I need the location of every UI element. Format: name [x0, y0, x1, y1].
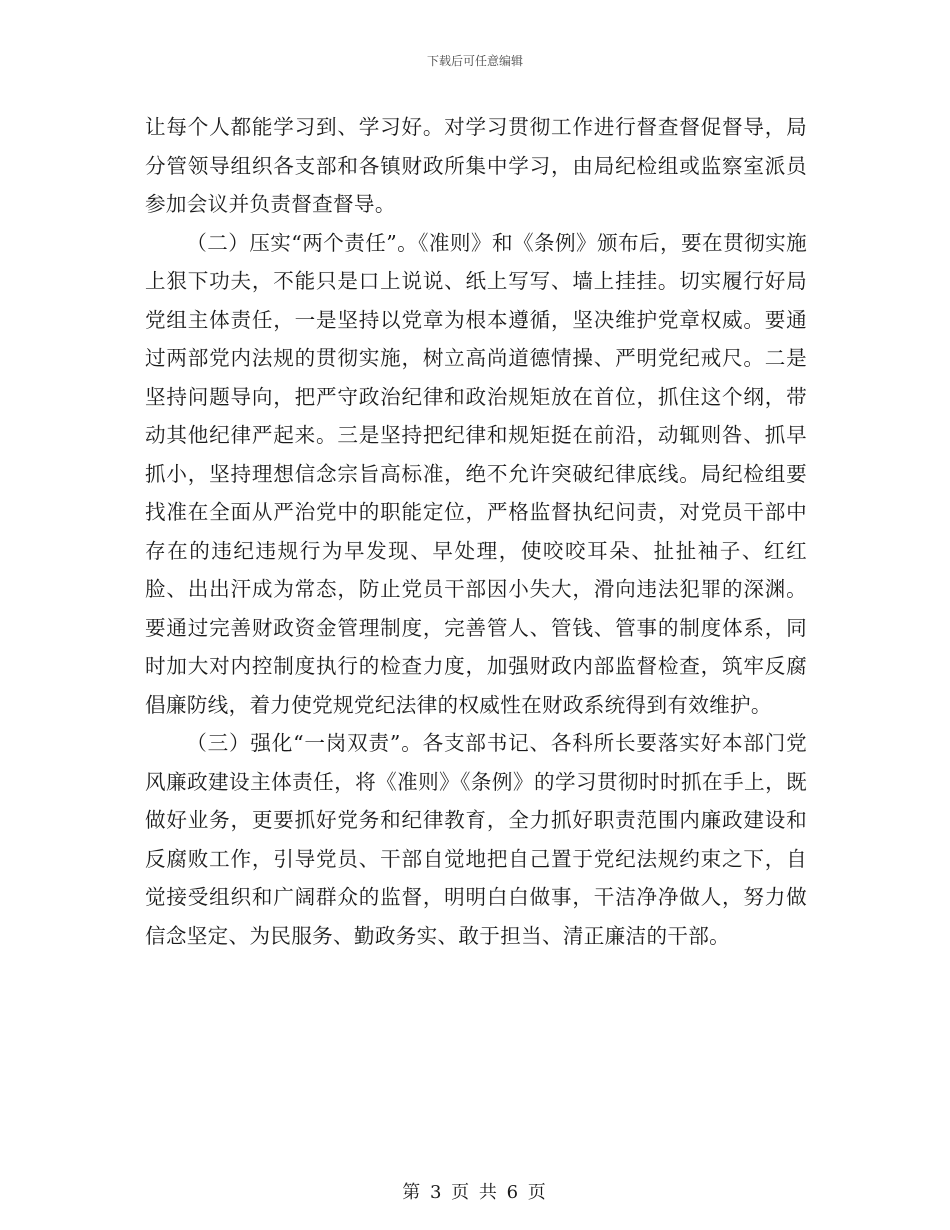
page-number: 第 3 页 共 6 页	[402, 1182, 548, 1203]
paragraph-one-post-dual-duty: （三）强化“一岗双责”。各支部书记、各科所长要落实好本部门党风廉政建设主体责任，将《准则》《条例》的学习贯彻时时抓在手上，既做好业务，更要抓好党务和纪律教育，全力抓好职责范围内廉政建设和反腐败工作，引导党员、干部自觉地把自己置于党纪法规约束之下，自觉接受组织和广阔群众的监督，明明白白做事，干洁净净做人，努力做信念坚定、为民服务、勤政务实、敢于担当、清正廉洁的干部。	[145, 731, 807, 948]
paragraph-two-responsibilities: （二）压实“两个责任”。《准则》和《条例》颁布后，要在贯彻实施上狠下功夫，不能只是口上说说、纸上写写、墙上挂挂。切实履行好局党组主体责任，一是坚持以党章为根本遵循，坚决维护党章权威。要通过两部党内法规的贯彻实施，树立高尚道德情操、严明党纪戒尺。二是坚持问题导向，把严守政治纪律和政治规矩放在首位，抓住这个纲，带动其他纪律严起来。三是坚持把纪律和规矩挺在前沿，动辄则咎、抓早抓小，坚持理想信念宗旨高标准，绝不允许突破纪律底线。局纪检组要找准在全面从严治党中的职能定位，严格监督执纪问责，对党员干部中存在的违纪违规行为早发现、早处理，使咬咬耳朵、扯扯袖子、红红脸、出出汗成为常态，防止党员干部因小失大，滑向违法犯罪的深渊。要通过完善财政资金管理制度，完善管人、管钱、管事的制度体系，同时加大对内控制度执行的检查力度，加强财政内部监督检查，筑牢反腐倡廉防线，着力使党规党纪法律的权威性在财政系统得到有效维护。	[145, 230, 807, 717]
page-header: 下载后可任意编辑	[426, 54, 523, 68]
paragraph-continuation: 让每个人都能学习到、学习好。对学习贯彻工作进行督查督促督导，局分管领导组织各支部和各镇财政所集中学习，由局纪检组或监察室派员参加会议并负责督查督导。	[145, 115, 807, 216]
document-body	[145, 108, 807, 955]
